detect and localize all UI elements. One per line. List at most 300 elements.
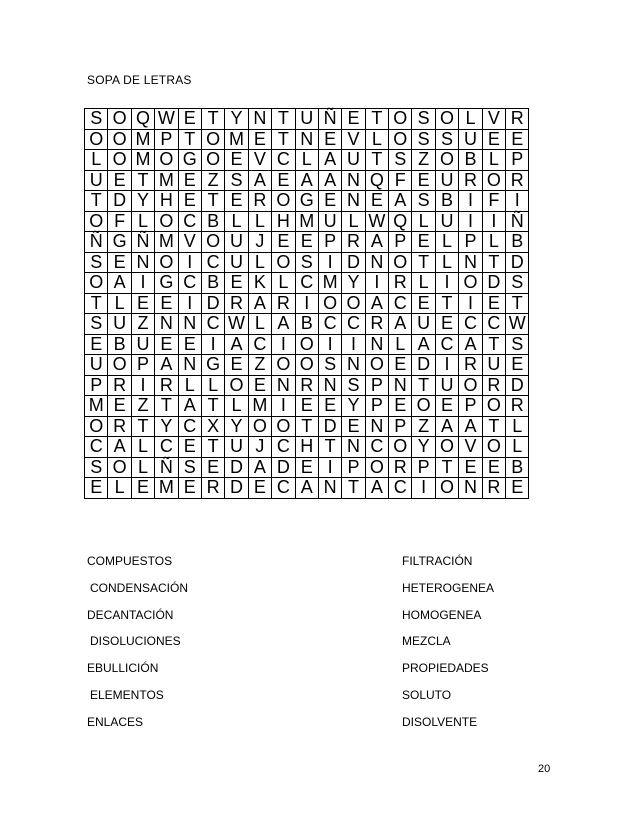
- grid-cell: E: [506, 355, 529, 376]
- grid-cell: M: [155, 170, 178, 191]
- grid-cell: L: [435, 232, 458, 253]
- grid-cell: O: [85, 416, 108, 437]
- word-item: PROPIEDADES: [402, 661, 489, 676]
- grid-cell: O: [201, 129, 224, 150]
- grid-cell: A: [459, 416, 482, 437]
- grid-cell: T: [412, 375, 435, 396]
- grid-cell: T: [201, 109, 224, 130]
- grid-cell: Y: [342, 396, 365, 417]
- grid-cell: E: [412, 232, 435, 253]
- grid-cell: E: [295, 457, 318, 478]
- grid-cell: G: [295, 191, 318, 212]
- grid-cell: L: [506, 416, 529, 437]
- grid-cell: E: [506, 478, 529, 499]
- grid-cell: R: [365, 314, 388, 335]
- grid-cell: A: [108, 437, 131, 458]
- grid-cell: L: [482, 150, 505, 171]
- grid-cell: P: [85, 375, 108, 396]
- grid-cell: A: [248, 170, 271, 191]
- grid-cell: E: [225, 191, 248, 212]
- grid-cell: J: [248, 437, 271, 458]
- grid-cell: O: [435, 437, 458, 458]
- grid-cell: A: [155, 355, 178, 376]
- grid-cell: T: [482, 416, 505, 437]
- grid-cell: T: [85, 191, 108, 212]
- grid-cell: N: [342, 170, 365, 191]
- grid-cell: J: [248, 232, 271, 253]
- grid-cell: C: [272, 478, 295, 499]
- grid-row: [85, 478, 529, 499]
- grid-cell: I: [272, 396, 295, 417]
- grid-cell: C: [272, 150, 295, 171]
- grid-cell: G: [155, 273, 178, 294]
- grid-cell: F: [482, 191, 505, 212]
- grid-cell: N: [248, 109, 271, 130]
- grid-cell: R: [201, 478, 224, 499]
- grid-cell: M: [155, 232, 178, 253]
- grid-cell: U: [108, 314, 131, 335]
- grid-cell: I: [435, 355, 458, 376]
- grid-cell: Z: [131, 314, 154, 335]
- grid-cell: P: [506, 150, 529, 171]
- grid-cell: E: [482, 293, 505, 314]
- grid-cell: E: [178, 437, 201, 458]
- grid-cell: P: [412, 457, 435, 478]
- grid-cell: E: [318, 396, 341, 417]
- grid-cell: S: [506, 334, 529, 355]
- grid-cell: U: [412, 314, 435, 335]
- grid-cell: A: [295, 478, 318, 499]
- grid-cell: U: [225, 252, 248, 273]
- grid-cell: O: [482, 170, 505, 191]
- grid-cell: A: [178, 396, 201, 417]
- grid-cell: T: [131, 170, 154, 191]
- grid-cell: C: [482, 314, 505, 335]
- grid-row: [85, 355, 529, 376]
- grid-cell: C: [389, 293, 412, 314]
- grid-cell: D: [506, 375, 529, 396]
- grid-cell: A: [318, 150, 341, 171]
- grid-cell: I: [318, 334, 341, 355]
- grid-cell: O: [389, 109, 412, 130]
- grid-cell: R: [248, 191, 271, 212]
- grid-cell: I: [459, 293, 482, 314]
- grid-cell: N: [342, 191, 365, 212]
- grid-cell: A: [318, 170, 341, 191]
- word-search-grid: [84, 108, 529, 499]
- grid-cell: V: [248, 150, 271, 171]
- grid-cell: Q: [131, 109, 154, 130]
- grid-cell: L: [131, 211, 154, 232]
- grid-cell: E: [435, 396, 458, 417]
- grid-cell: L: [131, 437, 154, 458]
- grid-cell: E: [131, 478, 154, 499]
- grid-cell: P: [131, 355, 154, 376]
- grid-cell: E: [108, 170, 131, 191]
- grid-cell: O: [108, 355, 131, 376]
- grid-cell: L: [248, 314, 271, 335]
- page-title: SOPA DE LETRAS: [87, 73, 192, 87]
- grid-row: [85, 375, 529, 396]
- grid-cell: E: [482, 457, 505, 478]
- grid-cell: I: [131, 375, 154, 396]
- grid-cell: C: [318, 314, 341, 335]
- grid-cell: O: [272, 355, 295, 376]
- grid-cell: N: [178, 314, 201, 335]
- grid-cell: O: [108, 457, 131, 478]
- grid-cell: O: [108, 150, 131, 171]
- grid-cell: A: [248, 457, 271, 478]
- grid-cell: S: [412, 109, 435, 130]
- grid-cell: T: [272, 109, 295, 130]
- grid-cell: C: [178, 273, 201, 294]
- grid-cell: I: [435, 273, 458, 294]
- grid-cell: E: [178, 170, 201, 191]
- grid-cell: N: [459, 252, 482, 273]
- grid-cell: O: [155, 211, 178, 232]
- grid-cell: M: [318, 273, 341, 294]
- page-number: 20: [538, 763, 551, 775]
- grid-cell: U: [318, 211, 341, 232]
- grid-cell: L: [248, 211, 271, 232]
- grid-cell: B: [459, 150, 482, 171]
- grid-cell: M: [85, 396, 108, 417]
- grid-cell: N: [155, 314, 178, 335]
- grid-cell: W: [225, 314, 248, 335]
- grid-cell: S: [506, 273, 529, 294]
- grid-cell: E: [318, 191, 341, 212]
- grid-cell: R: [225, 293, 248, 314]
- grid-cell: R: [108, 375, 131, 396]
- grid-cell: E: [435, 314, 458, 335]
- grid-cell: S: [412, 191, 435, 212]
- grid-cell: R: [155, 375, 178, 396]
- grid-cell: O: [389, 437, 412, 458]
- grid-cell: I: [131, 273, 154, 294]
- grid-cell: H: [155, 191, 178, 212]
- grid-cell: T: [318, 437, 341, 458]
- grid-cell: E: [389, 396, 412, 417]
- grid-cell: Y: [412, 437, 435, 458]
- grid-cell: E: [365, 191, 388, 212]
- grid-cell: H: [295, 437, 318, 458]
- grid-cell: R: [295, 375, 318, 396]
- grid-cell: U: [459, 129, 482, 150]
- grid-cell: L: [482, 232, 505, 253]
- grid-cell: T: [201, 437, 224, 458]
- grid-cell: E: [412, 293, 435, 314]
- grid-cell: T: [506, 293, 529, 314]
- grid-cell: L: [248, 252, 271, 273]
- grid-cell: D: [225, 478, 248, 499]
- grid-cell: D: [108, 191, 131, 212]
- grid-cell: N: [365, 416, 388, 437]
- grid-cell: O: [201, 232, 224, 253]
- grid-cell: T: [155, 396, 178, 417]
- grid-cell: R: [482, 478, 505, 499]
- grid-cell: E: [155, 334, 178, 355]
- grid-cell: K: [248, 273, 271, 294]
- grid-cell: R: [342, 232, 365, 253]
- grid-cell: E: [482, 129, 505, 150]
- grid-cell: O: [272, 252, 295, 273]
- grid-cell: N: [178, 355, 201, 376]
- grid-cell: A: [225, 334, 248, 355]
- grid-cell: E: [272, 232, 295, 253]
- grid-cell: E: [342, 416, 365, 437]
- grid-cell: L: [108, 293, 131, 314]
- grid-cell: L: [342, 211, 365, 232]
- grid-cell: A: [365, 232, 388, 253]
- word-item: DECANTACIÓN: [87, 607, 174, 622]
- grid-cell: N: [318, 375, 341, 396]
- grid-cell: B: [435, 191, 458, 212]
- grid-cell: L: [412, 273, 435, 294]
- grid-cell: F: [108, 211, 131, 232]
- grid-cell: O: [85, 211, 108, 232]
- grid-cell: O: [272, 416, 295, 437]
- grid-cell: W: [365, 211, 388, 232]
- grid-cell: I: [412, 478, 435, 499]
- grid-cell: C: [365, 437, 388, 458]
- grid-cell: P: [318, 232, 341, 253]
- grid-cell: T: [482, 334, 505, 355]
- grid-cell: Y: [225, 109, 248, 130]
- grid-cell: T: [85, 293, 108, 314]
- grid-cell: S: [85, 252, 108, 273]
- grid-cell: R: [506, 170, 529, 191]
- grid-row: [85, 437, 529, 458]
- grid-cell: W: [506, 314, 529, 335]
- grid-cell: E: [108, 252, 131, 273]
- grid-cell: B: [201, 273, 224, 294]
- grid-cell: I: [459, 191, 482, 212]
- grid-cell: Y: [225, 416, 248, 437]
- grid-cell: P: [459, 232, 482, 253]
- grid-cell: A: [412, 334, 435, 355]
- grid-cell: E: [131, 293, 154, 314]
- grid-cell: U: [131, 334, 154, 355]
- grid-cell: P: [459, 396, 482, 417]
- grid-cell: L: [389, 334, 412, 355]
- word-item: CONDENSACIÓN: [90, 580, 189, 595]
- word-item: HETEROGENEA: [402, 580, 495, 595]
- word-item: HOMOGENEA: [402, 607, 482, 622]
- grid-cell: C: [178, 211, 201, 232]
- grid-cell: N: [295, 129, 318, 150]
- grid-cell: L: [108, 478, 131, 499]
- grid-cell: L: [201, 375, 224, 396]
- grid-cell: O: [155, 150, 178, 171]
- grid-cell: A: [365, 478, 388, 499]
- grid-cell: F: [389, 170, 412, 191]
- grid-cell: I: [459, 211, 482, 232]
- grid-row: [85, 232, 529, 253]
- grid-cell: I: [201, 334, 224, 355]
- grid-cell: B: [295, 314, 318, 335]
- grid-cell: E: [155, 293, 178, 314]
- grid-cell: R: [459, 355, 482, 376]
- grid-cell: C: [459, 314, 482, 335]
- grid-cell: M: [131, 129, 154, 150]
- grid-cell: Y: [155, 416, 178, 437]
- grid-cell: O: [365, 457, 388, 478]
- grid-cell: R: [459, 170, 482, 191]
- grid-cell: L: [435, 252, 458, 273]
- grid-cell: C: [155, 437, 178, 458]
- grid-cell: M: [155, 478, 178, 499]
- grid-cell: N: [365, 252, 388, 273]
- grid-cell: C: [201, 252, 224, 273]
- grid-cell: S: [85, 109, 108, 130]
- grid-cell: M: [295, 211, 318, 232]
- grid-row: [85, 273, 529, 294]
- grid-cell: C: [178, 416, 201, 437]
- grid-cell: Ñ: [506, 211, 529, 232]
- grid-cell: B: [201, 211, 224, 232]
- grid-row: [85, 314, 529, 335]
- word-item: SOLUTO: [402, 687, 452, 702]
- grid-cell: T: [365, 109, 388, 130]
- grid-row: [85, 252, 529, 273]
- grid-cell: T: [482, 252, 505, 273]
- grid-cell: S: [178, 457, 201, 478]
- grid-cell: C: [389, 478, 412, 499]
- word-item: COMPUESTOS: [87, 554, 173, 568]
- grid-cell: O: [389, 129, 412, 150]
- grid-row: [85, 109, 529, 130]
- grid-cell: O: [85, 273, 108, 294]
- grid-cell: O: [272, 191, 295, 212]
- grid-cell: I: [365, 273, 388, 294]
- grid-cell: N: [342, 437, 365, 458]
- grid-cell: Q: [389, 211, 412, 232]
- grid-cell: E: [178, 191, 201, 212]
- grid-cell: D: [482, 273, 505, 294]
- grid-cell: C: [272, 437, 295, 458]
- grid-cell: N: [365, 334, 388, 355]
- grid-cell: L: [272, 273, 295, 294]
- grid-cell: O: [459, 375, 482, 396]
- grid-cell: R: [389, 457, 412, 478]
- grid-row: [85, 293, 529, 314]
- grid-cell: P: [155, 129, 178, 150]
- grid-cell: E: [248, 375, 271, 396]
- word-item: DISOLVENTE: [402, 714, 478, 729]
- grid-cell: A: [295, 170, 318, 191]
- grid-cell: T: [272, 129, 295, 150]
- grid-cell: Ñ: [318, 109, 341, 130]
- grid-cell: D: [318, 416, 341, 437]
- grid-cell: S: [85, 457, 108, 478]
- grid-cell: A: [389, 191, 412, 212]
- grid-cell: A: [108, 273, 131, 294]
- grid-cell: I: [482, 211, 505, 232]
- grid-cell: T: [131, 416, 154, 437]
- grid-cell: N: [459, 478, 482, 499]
- grid-cell: E: [389, 355, 412, 376]
- grid-cell: E: [459, 457, 482, 478]
- grid-cell: E: [272, 170, 295, 191]
- grid-row: [85, 191, 529, 212]
- grid-cell: L: [225, 211, 248, 232]
- grid-cell: I: [178, 293, 201, 314]
- grid-cell: C: [295, 273, 318, 294]
- grid-cell: U: [295, 109, 318, 130]
- grid-cell: V: [342, 129, 365, 150]
- grid-cell: S: [435, 129, 458, 150]
- grid-cell: E: [318, 129, 341, 150]
- grid-cell: E: [248, 129, 271, 150]
- grid-cell: R: [482, 375, 505, 396]
- grid-cell: Ñ: [131, 232, 154, 253]
- grid-cell: Z: [412, 150, 435, 171]
- grid-row: [85, 211, 529, 232]
- grid-cell: S: [389, 150, 412, 171]
- grid-cell: A: [248, 293, 271, 314]
- grid-cell: H: [272, 211, 295, 232]
- grid-cell: L: [131, 457, 154, 478]
- grid-cell: O: [295, 355, 318, 376]
- grid-cell: O: [389, 252, 412, 273]
- grid-cell: O: [108, 109, 131, 130]
- grid-cell: A: [365, 293, 388, 314]
- grid-cell: O: [482, 437, 505, 458]
- grid-cell: W: [155, 109, 178, 130]
- grid-cell: Y: [131, 191, 154, 212]
- grid-cell: S: [318, 355, 341, 376]
- grid-cell: E: [201, 457, 224, 478]
- grid-cell: I: [506, 191, 529, 212]
- grid-cell: Z: [131, 396, 154, 417]
- grid-cell: L: [178, 375, 201, 396]
- grid-row: [85, 334, 529, 355]
- grid-cell: Q: [365, 170, 388, 191]
- grid-cell: A: [435, 416, 458, 437]
- grid-cell: L: [412, 211, 435, 232]
- grid-cell: V: [482, 109, 505, 130]
- grid-cell: S: [295, 252, 318, 273]
- grid-cell: C: [201, 314, 224, 335]
- grid-cell: V: [178, 232, 201, 253]
- grid-cell: E: [412, 170, 435, 191]
- grid-cell: R: [506, 109, 529, 130]
- grid-row: [85, 457, 529, 478]
- grid-cell: R: [108, 416, 131, 437]
- grid-cell: O: [482, 396, 505, 417]
- grid-cell: V: [459, 437, 482, 458]
- grid-cell: M: [225, 129, 248, 150]
- grid-cell: T: [201, 191, 224, 212]
- grid-cell: L: [365, 129, 388, 150]
- grid-cell: O: [225, 375, 248, 396]
- grid-cell: N: [131, 252, 154, 273]
- word-item: FILTRACIÓN: [402, 554, 473, 568]
- grid-row: [85, 150, 529, 171]
- grid-cell: A: [389, 314, 412, 335]
- grid-cell: Z: [412, 416, 435, 437]
- grid-cell: D: [272, 457, 295, 478]
- word-item: ELEMENTOS: [90, 687, 164, 702]
- word-item: EBULLICIÓN: [87, 661, 159, 676]
- grid-cell: M: [131, 150, 154, 171]
- grid-cell: T: [295, 416, 318, 437]
- grid-cell: B: [506, 457, 529, 478]
- grid-cell: O: [412, 396, 435, 417]
- grid-cell: Z: [248, 355, 271, 376]
- grid-cell: E: [178, 109, 201, 130]
- grid-cell: P: [365, 375, 388, 396]
